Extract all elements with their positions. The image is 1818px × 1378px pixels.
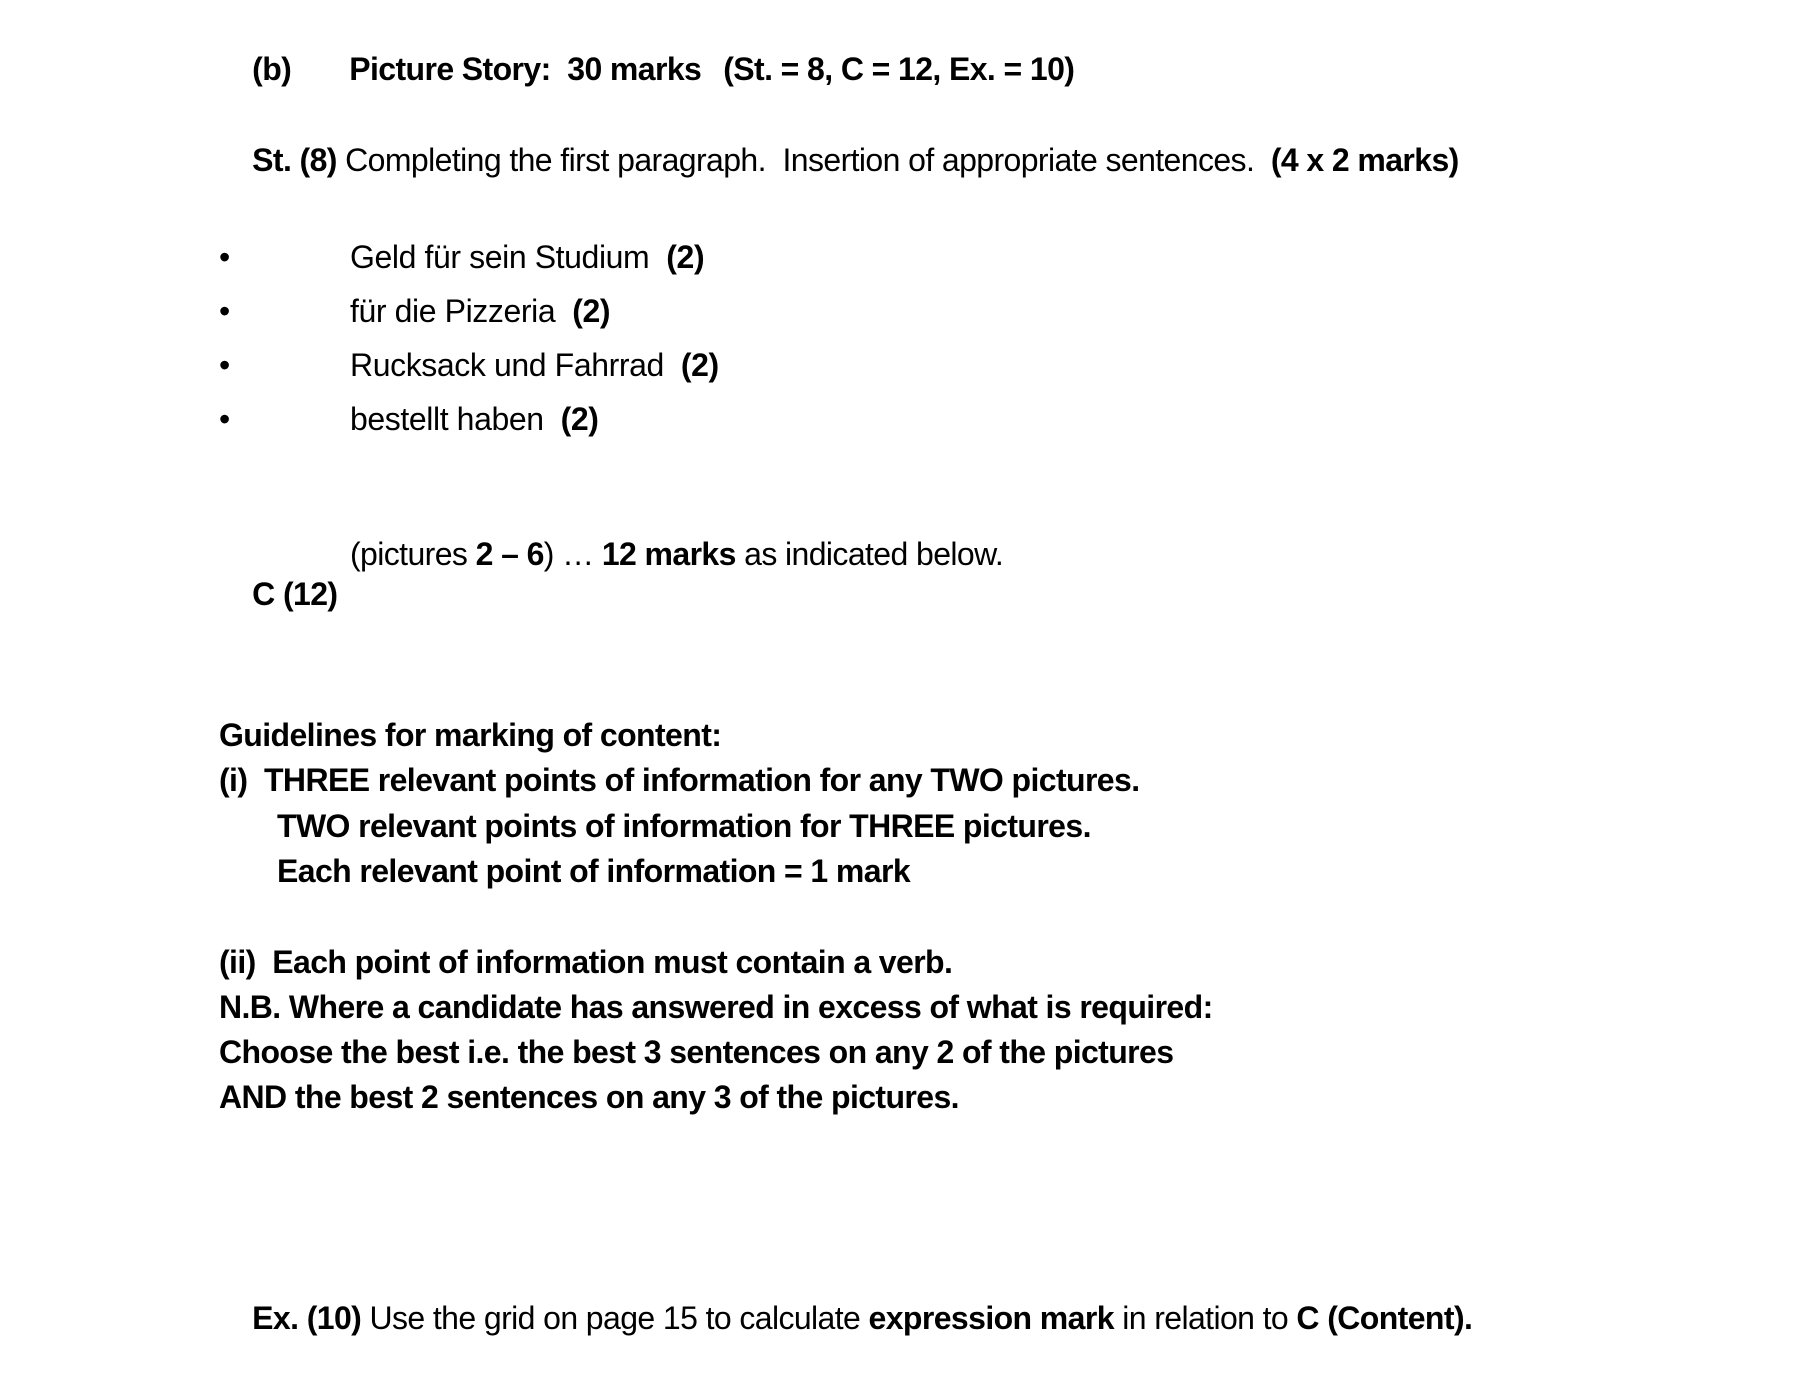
guideline-line: (ii) Each point of information must contain a verb.	[219, 944, 953, 980]
st-label: St. (8)	[252, 142, 337, 178]
list-item-marks: (2)	[572, 293, 611, 329]
c-text: as indicated below.	[735, 536, 1004, 572]
guidelines-title: Guidelines for marking of content:	[219, 717, 722, 753]
guideline-line: (i) THREE relevant points of information for any TWO pictures.	[219, 762, 1140, 798]
marks-breakdown: (St. = 8, C = 12, Ex. = 10)	[723, 51, 1075, 87]
list-item-marks: (2)	[560, 401, 599, 437]
guideline-line: Each relevant point of information = 1 mark	[277, 853, 911, 889]
st-marks: (4 x 2 marks)	[1270, 142, 1459, 178]
c-marks: 12 marks	[601, 536, 736, 572]
bullet-icon: •	[219, 401, 231, 437]
guideline-line: TWO relevant points of information for THREE pictures.	[277, 808, 1091, 844]
c-text: ) …	[543, 536, 602, 572]
guideline-line: N.B. Where a candidate has answered in excess of what is required:	[219, 989, 1213, 1025]
ex-label: Ex. (10)	[252, 1300, 362, 1336]
list-item-text: Rucksack und Fahrrad	[350, 347, 681, 383]
section-label: (b)	[252, 51, 292, 87]
bullet-icon: •	[219, 293, 231, 329]
list-item-text: für die Pizzeria	[350, 293, 573, 329]
c-label: C (12)	[252, 576, 338, 612]
section-title: Picture Story: 30 marks	[349, 51, 702, 87]
list-item-marks: (2)	[666, 239, 705, 275]
ex-text: Use the grid on page 15 to calculate	[361, 1300, 869, 1336]
list-item-text: bestellt haben	[350, 401, 561, 437]
bullet-icon: •	[219, 347, 231, 383]
c-range: 2 – 6	[475, 536, 544, 572]
list-item-marks: (2)	[680, 347, 719, 383]
list-item-text: Geld für sein Studium	[350, 239, 667, 275]
c-text: (pictures	[350, 536, 476, 572]
st-text: Completing the first paragraph. Insertion of appropriate sentences.	[336, 142, 1271, 178]
c-instruction	[219, 534, 1004, 654]
ex-instruction	[219, 1258, 1472, 1378]
guideline-line: Choose the best i.e. the best 3 sentences on any 2 of the pictures	[219, 1034, 1174, 1070]
ex-bold: C (Content).	[1296, 1300, 1473, 1336]
ex-bold: expression mark	[868, 1300, 1114, 1336]
bullet-icon: •	[219, 239, 231, 275]
guideline-line: AND the best 2 sentences on any 3 of the pictures.	[219, 1079, 959, 1115]
ex-text: in relation to	[1113, 1300, 1297, 1336]
st-instruction	[219, 100, 1459, 220]
